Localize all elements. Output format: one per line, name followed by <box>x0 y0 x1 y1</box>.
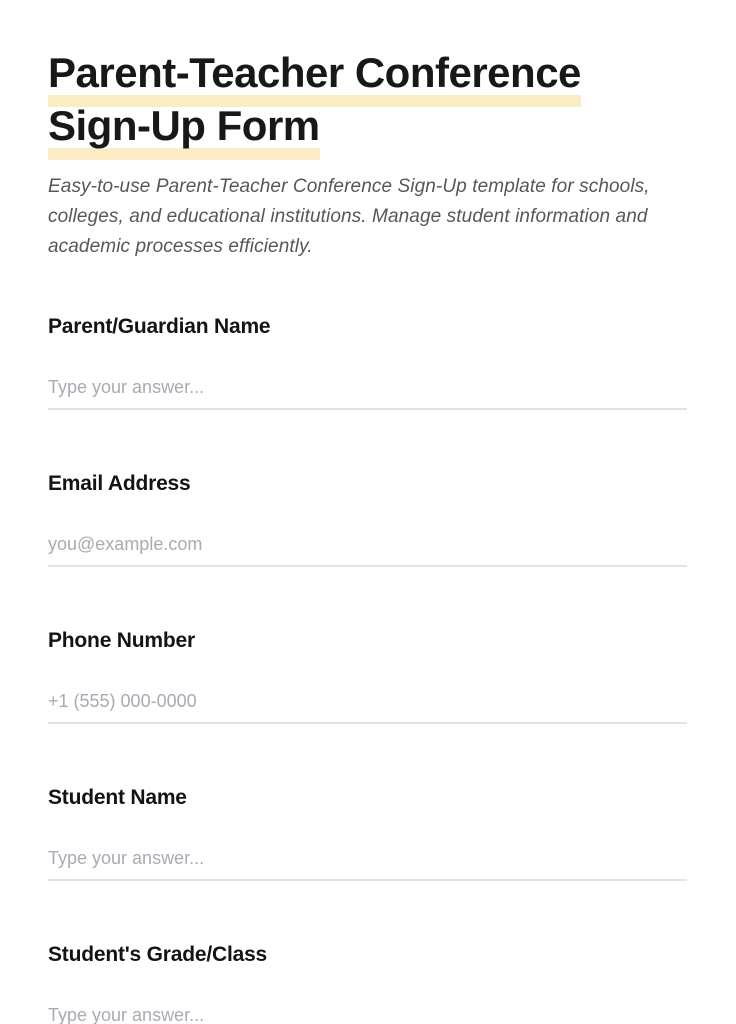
email-address-input[interactable] <box>48 531 687 567</box>
form-page <box>0 46 736 1024</box>
page-title-line-1: Parent-Teacher Conference <box>48 46 581 99</box>
form-field <box>48 785 687 881</box>
student-name-label: Student Name <box>48 786 187 809</box>
form-field <box>48 471 687 567</box>
student-grade-class-label: Student's Grade/Class <box>48 943 268 966</box>
phone-number-input[interactable] <box>48 688 687 724</box>
email-address-label: Email Address <box>48 472 191 495</box>
phone-number-label: Phone Number <box>48 629 195 652</box>
student-grade-class-input[interactable] <box>48 1002 687 1024</box>
form-field <box>48 314 687 410</box>
page-title <box>48 46 687 152</box>
form-field <box>48 628 687 724</box>
form-description: Easy-to-use Parent-Teacher Conference Sign-Up template for schools, colleges, and educational institutions. Manage student information and academic processes efficiently. <box>48 176 650 257</box>
parent-guardian-name-input[interactable] <box>48 374 687 410</box>
page-title-line-2: Sign-Up Form <box>48 99 320 152</box>
student-name-input[interactable] <box>48 845 687 881</box>
parent-guardian-name-label: Parent/Guardian Name <box>48 315 271 338</box>
form-field <box>48 942 687 1024</box>
